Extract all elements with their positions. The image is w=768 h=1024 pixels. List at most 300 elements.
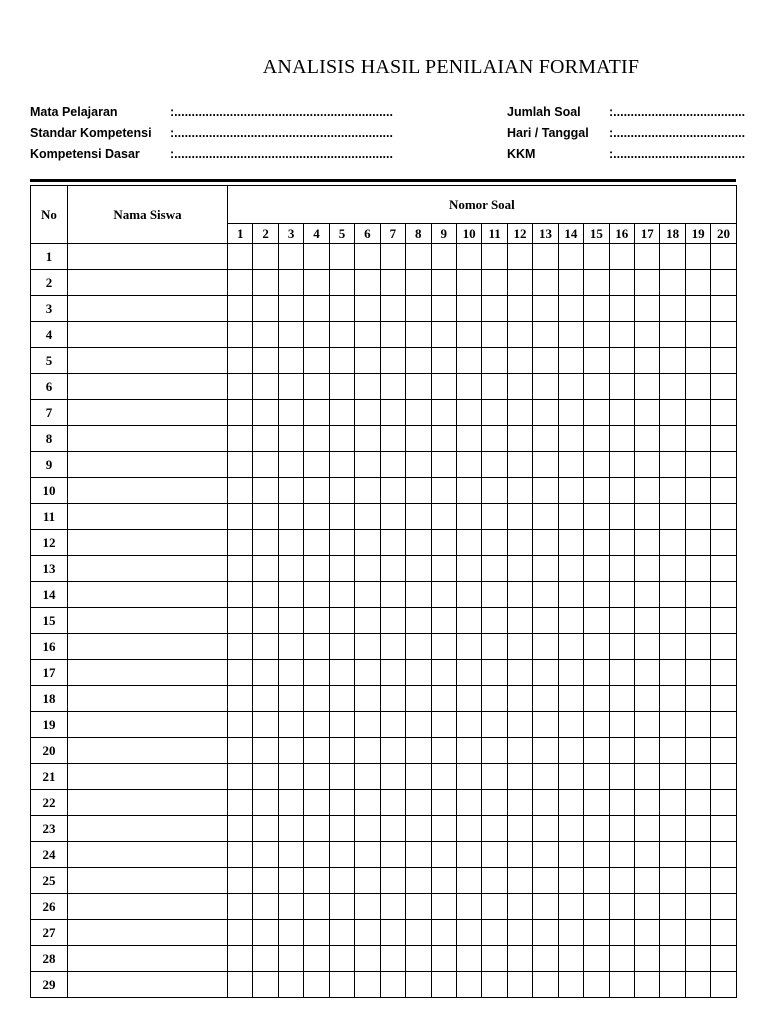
score-cell[interactable] [431, 504, 456, 530]
score-cell[interactable] [685, 868, 710, 894]
score-cell[interactable] [329, 712, 354, 738]
score-cell[interactable] [533, 816, 558, 842]
score-cell[interactable] [507, 244, 532, 270]
score-cell[interactable] [278, 556, 303, 582]
score-cell[interactable] [278, 764, 303, 790]
score-cell[interactable] [431, 660, 456, 686]
score-cell[interactable] [660, 504, 685, 530]
score-cell[interactable] [609, 738, 634, 764]
score-cell[interactable] [253, 712, 278, 738]
score-cell[interactable] [660, 400, 685, 426]
score-cell[interactable] [507, 452, 532, 478]
score-cell[interactable] [431, 842, 456, 868]
score-cell[interactable] [228, 894, 253, 920]
score-cell[interactable] [406, 842, 431, 868]
score-cell[interactable] [711, 816, 736, 842]
score-cell[interactable] [609, 686, 634, 712]
score-cell[interactable] [558, 582, 583, 608]
score-cell[interactable] [355, 946, 380, 972]
score-cell[interactable] [558, 790, 583, 816]
student-name-cell[interactable] [68, 634, 228, 660]
score-cell[interactable] [253, 972, 278, 998]
score-cell[interactable] [635, 686, 660, 712]
score-cell[interactable] [304, 452, 329, 478]
score-cell[interactable] [533, 504, 558, 530]
score-cell[interactable] [609, 634, 634, 660]
score-cell[interactable] [558, 296, 583, 322]
score-cell[interactable] [507, 608, 532, 634]
score-cell[interactable] [660, 478, 685, 504]
score-cell[interactable] [635, 556, 660, 582]
score-cell[interactable] [380, 842, 405, 868]
score-cell[interactable] [304, 894, 329, 920]
score-cell[interactable] [482, 686, 507, 712]
score-cell[interactable] [304, 296, 329, 322]
score-cell[interactable] [635, 790, 660, 816]
score-cell[interactable] [406, 348, 431, 374]
score-cell[interactable] [304, 348, 329, 374]
score-cell[interactable] [558, 244, 583, 270]
score-cell[interactable] [584, 972, 609, 998]
score-cell[interactable] [660, 764, 685, 790]
score-cell[interactable] [329, 556, 354, 582]
score-cell[interactable] [304, 686, 329, 712]
score-cell[interactable] [558, 816, 583, 842]
score-cell[interactable] [380, 582, 405, 608]
score-cell[interactable] [482, 816, 507, 842]
score-cell[interactable] [685, 816, 710, 842]
score-cell[interactable] [507, 946, 532, 972]
score-cell[interactable] [228, 374, 253, 400]
score-cell[interactable] [711, 244, 736, 270]
score-cell[interactable] [635, 296, 660, 322]
score-cell[interactable] [685, 686, 710, 712]
score-cell[interactable] [507, 842, 532, 868]
score-cell[interactable] [431, 270, 456, 296]
score-cell[interactable] [685, 374, 710, 400]
score-cell[interactable] [431, 764, 456, 790]
student-name-cell[interactable] [68, 504, 228, 530]
score-cell[interactable] [278, 972, 303, 998]
score-cell[interactable] [355, 556, 380, 582]
score-cell[interactable] [304, 816, 329, 842]
score-cell[interactable] [355, 660, 380, 686]
score-cell[interactable] [584, 426, 609, 452]
score-cell[interactable] [558, 842, 583, 868]
score-cell[interactable] [507, 920, 532, 946]
score-cell[interactable] [406, 400, 431, 426]
score-cell[interactable] [711, 842, 736, 868]
score-cell[interactable] [329, 634, 354, 660]
score-cell[interactable] [406, 244, 431, 270]
score-cell[interactable] [660, 920, 685, 946]
score-cell[interactable] [635, 920, 660, 946]
score-cell[interactable] [355, 296, 380, 322]
score-cell[interactable] [660, 868, 685, 894]
score-cell[interactable] [304, 530, 329, 556]
score-cell[interactable] [533, 400, 558, 426]
score-cell[interactable] [711, 790, 736, 816]
score-cell[interactable] [558, 738, 583, 764]
student-name-cell[interactable] [68, 452, 228, 478]
score-cell[interactable] [711, 894, 736, 920]
score-cell[interactable] [507, 322, 532, 348]
score-cell[interactable] [635, 452, 660, 478]
score-cell[interactable] [533, 686, 558, 712]
score-cell[interactable] [456, 504, 481, 530]
score-cell[interactable] [380, 894, 405, 920]
student-name-cell[interactable] [68, 582, 228, 608]
score-cell[interactable] [635, 894, 660, 920]
score-cell[interactable] [584, 816, 609, 842]
score-cell[interactable] [380, 946, 405, 972]
score-cell[interactable] [507, 660, 532, 686]
score-cell[interactable] [482, 244, 507, 270]
score-cell[interactable] [482, 374, 507, 400]
score-cell[interactable] [253, 348, 278, 374]
score-cell[interactable] [304, 374, 329, 400]
score-cell[interactable] [660, 634, 685, 660]
score-cell[interactable] [584, 608, 609, 634]
score-cell[interactable] [558, 452, 583, 478]
score-cell[interactable] [406, 608, 431, 634]
score-cell[interactable] [660, 322, 685, 348]
score-cell[interactable] [406, 634, 431, 660]
score-cell[interactable] [253, 530, 278, 556]
score-cell[interactable] [431, 556, 456, 582]
score-cell[interactable] [431, 894, 456, 920]
score-cell[interactable] [584, 400, 609, 426]
score-cell[interactable] [456, 322, 481, 348]
score-cell[interactable] [558, 270, 583, 296]
score-cell[interactable] [558, 660, 583, 686]
score-cell[interactable] [482, 322, 507, 348]
score-cell[interactable] [635, 842, 660, 868]
score-cell[interactable] [278, 296, 303, 322]
score-cell[interactable] [228, 738, 253, 764]
score-cell[interactable] [304, 660, 329, 686]
score-cell[interactable] [635, 322, 660, 348]
score-cell[interactable] [482, 452, 507, 478]
score-cell[interactable] [533, 530, 558, 556]
score-cell[interactable] [278, 478, 303, 504]
score-cell[interactable] [431, 426, 456, 452]
score-cell[interactable] [355, 972, 380, 998]
score-cell[interactable] [584, 790, 609, 816]
score-cell[interactable] [635, 426, 660, 452]
score-cell[interactable] [685, 582, 710, 608]
score-cell[interactable] [456, 452, 481, 478]
score-cell[interactable] [329, 426, 354, 452]
score-cell[interactable] [278, 842, 303, 868]
student-name-cell[interactable] [68, 764, 228, 790]
score-cell[interactable] [406, 712, 431, 738]
score-cell[interactable] [406, 920, 431, 946]
score-cell[interactable] [431, 946, 456, 972]
score-cell[interactable] [507, 712, 532, 738]
score-cell[interactable] [660, 894, 685, 920]
student-name-cell[interactable] [68, 374, 228, 400]
score-cell[interactable] [431, 322, 456, 348]
score-cell[interactable] [533, 556, 558, 582]
score-cell[interactable] [685, 764, 710, 790]
score-cell[interactable] [635, 374, 660, 400]
score-cell[interactable] [228, 530, 253, 556]
score-cell[interactable] [635, 634, 660, 660]
score-cell[interactable] [507, 816, 532, 842]
score-cell[interactable] [253, 842, 278, 868]
student-name-cell[interactable] [68, 322, 228, 348]
score-cell[interactable] [228, 920, 253, 946]
student-name-cell[interactable] [68, 608, 228, 634]
score-cell[interactable] [329, 348, 354, 374]
score-cell[interactable] [380, 296, 405, 322]
score-cell[interactable] [456, 478, 481, 504]
score-cell[interactable] [456, 530, 481, 556]
score-cell[interactable] [584, 738, 609, 764]
score-cell[interactable] [228, 582, 253, 608]
score-cell[interactable] [278, 738, 303, 764]
score-cell[interactable] [609, 270, 634, 296]
score-cell[interactable] [355, 426, 380, 452]
score-cell[interactable] [355, 452, 380, 478]
score-cell[interactable] [507, 894, 532, 920]
score-cell[interactable] [533, 712, 558, 738]
score-cell[interactable] [380, 686, 405, 712]
score-cell[interactable] [406, 426, 431, 452]
score-cell[interactable] [380, 426, 405, 452]
score-cell[interactable] [584, 712, 609, 738]
score-cell[interactable] [253, 920, 278, 946]
score-cell[interactable] [329, 270, 354, 296]
score-cell[interactable] [635, 400, 660, 426]
score-cell[interactable] [278, 452, 303, 478]
score-cell[interactable] [380, 816, 405, 842]
score-cell[interactable] [685, 556, 710, 582]
score-cell[interactable] [431, 400, 456, 426]
score-cell[interactable] [228, 712, 253, 738]
score-cell[interactable] [635, 582, 660, 608]
score-cell[interactable] [329, 790, 354, 816]
score-cell[interactable] [711, 296, 736, 322]
score-cell[interactable] [355, 842, 380, 868]
score-cell[interactable] [711, 946, 736, 972]
score-cell[interactable] [609, 712, 634, 738]
score-cell[interactable] [482, 348, 507, 374]
score-cell[interactable] [584, 660, 609, 686]
score-cell[interactable] [329, 478, 354, 504]
score-cell[interactable] [456, 842, 481, 868]
score-cell[interactable] [482, 582, 507, 608]
score-cell[interactable] [304, 270, 329, 296]
score-cell[interactable] [456, 296, 481, 322]
score-cell[interactable] [278, 868, 303, 894]
score-cell[interactable] [406, 556, 431, 582]
score-cell[interactable] [482, 946, 507, 972]
score-cell[interactable] [533, 582, 558, 608]
score-cell[interactable] [304, 478, 329, 504]
score-cell[interactable] [329, 504, 354, 530]
score-cell[interactable] [406, 816, 431, 842]
score-cell[interactable] [329, 530, 354, 556]
student-name-cell[interactable] [68, 426, 228, 452]
score-cell[interactable] [609, 374, 634, 400]
score-cell[interactable] [380, 348, 405, 374]
score-cell[interactable] [228, 426, 253, 452]
score-cell[interactable] [355, 374, 380, 400]
score-cell[interactable] [635, 816, 660, 842]
score-cell[interactable] [635, 946, 660, 972]
score-cell[interactable] [456, 634, 481, 660]
score-cell[interactable] [711, 322, 736, 348]
score-cell[interactable] [635, 348, 660, 374]
score-cell[interactable] [456, 400, 481, 426]
score-cell[interactable] [355, 270, 380, 296]
score-cell[interactable] [609, 842, 634, 868]
score-cell[interactable] [304, 608, 329, 634]
score-cell[interactable] [253, 660, 278, 686]
score-cell[interactable] [660, 686, 685, 712]
score-cell[interactable] [609, 504, 634, 530]
score-cell[interactable] [380, 244, 405, 270]
score-cell[interactable] [558, 322, 583, 348]
score-cell[interactable] [482, 738, 507, 764]
score-cell[interactable] [660, 348, 685, 374]
score-cell[interactable] [507, 582, 532, 608]
score-cell[interactable] [406, 270, 431, 296]
score-cell[interactable] [533, 270, 558, 296]
score-cell[interactable] [507, 426, 532, 452]
score-cell[interactable] [507, 790, 532, 816]
score-cell[interactable] [482, 920, 507, 946]
score-cell[interactable] [609, 894, 634, 920]
score-cell[interactable] [507, 296, 532, 322]
score-cell[interactable] [660, 842, 685, 868]
score-cell[interactable] [355, 322, 380, 348]
student-name-cell[interactable] [68, 920, 228, 946]
student-name-cell[interactable] [68, 530, 228, 556]
score-cell[interactable] [533, 426, 558, 452]
score-cell[interactable] [304, 764, 329, 790]
score-cell[interactable] [406, 296, 431, 322]
score-cell[interactable] [380, 920, 405, 946]
score-cell[interactable] [660, 816, 685, 842]
score-cell[interactable] [253, 868, 278, 894]
score-cell[interactable] [533, 842, 558, 868]
score-cell[interactable] [406, 452, 431, 478]
score-cell[interactable] [456, 946, 481, 972]
score-cell[interactable] [635, 608, 660, 634]
score-cell[interactable] [278, 660, 303, 686]
score-cell[interactable] [329, 972, 354, 998]
score-cell[interactable] [685, 738, 710, 764]
score-cell[interactable] [609, 478, 634, 504]
score-cell[interactable] [380, 790, 405, 816]
score-cell[interactable] [329, 296, 354, 322]
score-cell[interactable] [711, 556, 736, 582]
score-cell[interactable] [304, 244, 329, 270]
score-cell[interactable] [228, 842, 253, 868]
score-cell[interactable] [533, 764, 558, 790]
score-cell[interactable] [329, 660, 354, 686]
score-cell[interactable] [507, 348, 532, 374]
score-cell[interactable] [456, 582, 481, 608]
score-cell[interactable] [584, 764, 609, 790]
score-cell[interactable] [304, 426, 329, 452]
score-cell[interactable] [304, 322, 329, 348]
score-cell[interactable] [558, 686, 583, 712]
score-cell[interactable] [660, 556, 685, 582]
student-name-cell[interactable] [68, 686, 228, 712]
score-cell[interactable] [711, 426, 736, 452]
score-cell[interactable] [558, 504, 583, 530]
score-cell[interactable] [533, 244, 558, 270]
score-cell[interactable] [456, 686, 481, 712]
student-name-cell[interactable] [68, 894, 228, 920]
score-cell[interactable] [304, 556, 329, 582]
score-cell[interactable] [355, 530, 380, 556]
score-cell[interactable] [228, 608, 253, 634]
score-cell[interactable] [711, 530, 736, 556]
score-cell[interactable] [329, 244, 354, 270]
score-cell[interactable] [253, 556, 278, 582]
score-cell[interactable] [253, 244, 278, 270]
score-cell[interactable] [355, 894, 380, 920]
student-name-cell[interactable] [68, 972, 228, 998]
score-cell[interactable] [584, 504, 609, 530]
score-cell[interactable] [456, 374, 481, 400]
score-cell[interactable] [609, 920, 634, 946]
score-cell[interactable] [635, 764, 660, 790]
score-cell[interactable] [278, 348, 303, 374]
score-cell[interactable] [456, 816, 481, 842]
score-cell[interactable] [304, 920, 329, 946]
score-cell[interactable] [380, 608, 405, 634]
score-cell[interactable] [355, 816, 380, 842]
score-cell[interactable] [711, 686, 736, 712]
score-cell[interactable] [406, 972, 431, 998]
score-cell[interactable] [406, 504, 431, 530]
score-cell[interactable] [406, 582, 431, 608]
score-cell[interactable] [228, 400, 253, 426]
score-cell[interactable] [228, 322, 253, 348]
score-cell[interactable] [355, 712, 380, 738]
score-cell[interactable] [304, 504, 329, 530]
score-cell[interactable] [431, 634, 456, 660]
score-cell[interactable] [253, 946, 278, 972]
score-cell[interactable] [609, 582, 634, 608]
student-name-cell[interactable] [68, 738, 228, 764]
score-cell[interactable] [685, 478, 710, 504]
student-name-cell[interactable] [68, 556, 228, 582]
score-cell[interactable] [711, 712, 736, 738]
score-cell[interactable] [304, 972, 329, 998]
score-cell[interactable] [584, 634, 609, 660]
score-cell[interactable] [431, 348, 456, 374]
score-cell[interactable] [355, 686, 380, 712]
score-cell[interactable] [660, 582, 685, 608]
score-cell[interactable] [253, 764, 278, 790]
score-cell[interactable] [253, 894, 278, 920]
score-cell[interactable] [380, 374, 405, 400]
score-cell[interactable] [635, 504, 660, 530]
score-cell[interactable] [456, 972, 481, 998]
score-cell[interactable] [685, 348, 710, 374]
score-cell[interactable] [304, 582, 329, 608]
score-cell[interactable] [558, 712, 583, 738]
score-cell[interactable] [507, 374, 532, 400]
score-cell[interactable] [533, 452, 558, 478]
